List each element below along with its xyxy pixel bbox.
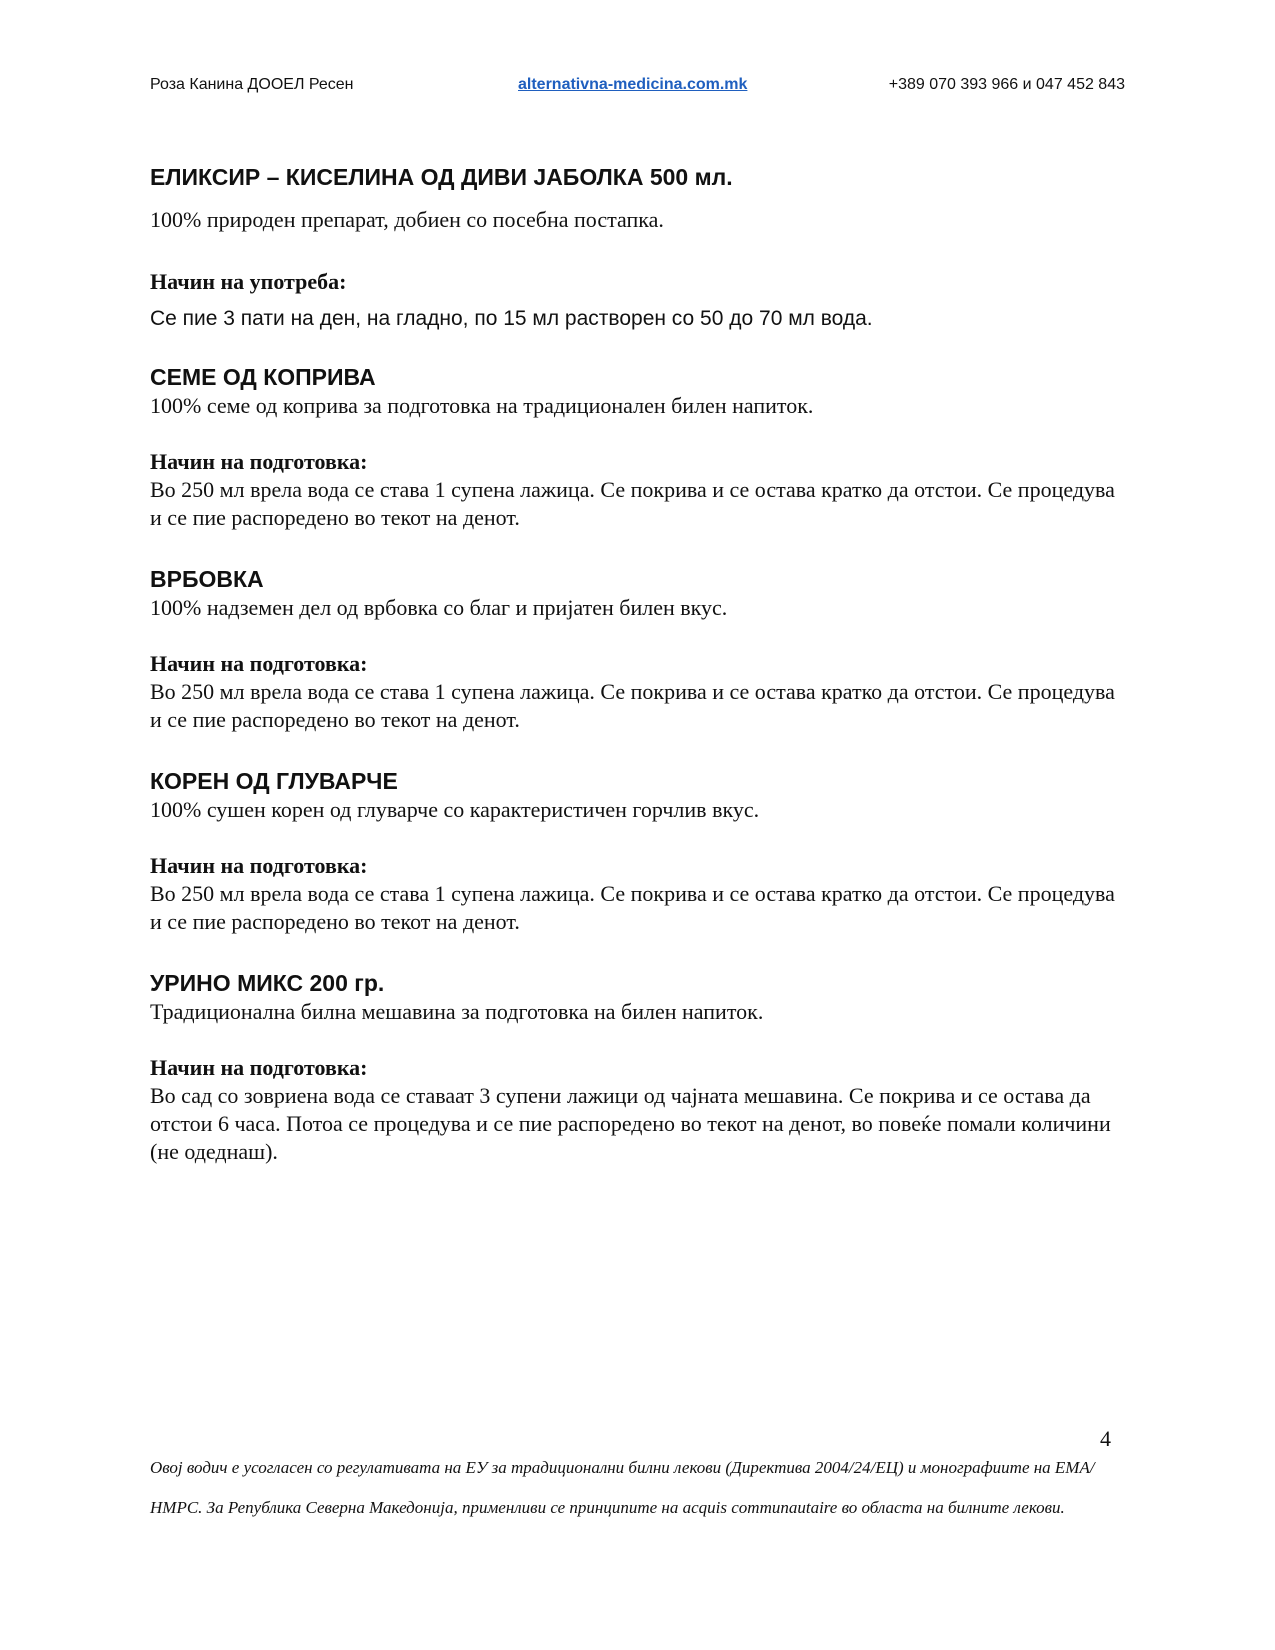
usage-text: Во сад со зовриена вода се ставаат 3 супени лажици од чајната мешавина. Се покрива и се остава да отстои 6 часа. Потоа се процедува и се пие распоредено во текот на денот, во повеќе помали количини (не одеднаш). bbox=[150, 1083, 1111, 1164]
product-title: ЕЛИКСИР – КИСЕЛИНА ОД ДИВИ ЈАБОЛКА 500 мл. bbox=[150, 164, 733, 190]
usage-label: Начин на подготовка: bbox=[150, 1055, 368, 1080]
page-number: 4 bbox=[1100, 1426, 1111, 1451]
product-item bbox=[150, 968, 1130, 1166]
product-item bbox=[150, 766, 1130, 936]
product-description: 100% семе од коприва за подготовка на традиционален билен напиток. bbox=[150, 393, 814, 418]
product-description: 100% надземен дел од врбовка со благ и пријатен билен вкус. bbox=[150, 595, 728, 620]
product-description: Традиционална билна мешавина за подготовка на билен напиток. bbox=[150, 999, 764, 1024]
page-header bbox=[150, 76, 1125, 100]
product-title: УРИНО МИКС 200 гр. bbox=[150, 970, 385, 996]
usage-text: Во 250 мл врела вода се става 1 супена лажица. Се покрива и се остава кратко да отстои. Се процедува и се пие распоредено во текот на денот. bbox=[150, 477, 1115, 530]
phone-numbers: +389 070 393 966 и 047 452 843 bbox=[888, 76, 1125, 93]
usage-label: Начин на употреба: bbox=[150, 269, 347, 294]
usage-text: Во 250 мл врела вода се става 1 супена лажица. Се покрива и се остава кратко да отстои. Се процедува и се пие распоредено во текот на денот. bbox=[150, 679, 1115, 732]
product-list bbox=[150, 162, 1130, 1166]
product-title: ВРБОВКА bbox=[150, 566, 264, 592]
product-item bbox=[150, 564, 1130, 734]
product-title: КОРЕН ОД ГЛУВАРЧЕ bbox=[150, 768, 398, 794]
usage-text: Се пие 3 пати на ден, на гладно, по 15 мл растворен со 50 до 70 мл вода. bbox=[150, 307, 873, 330]
product-description: 100% природен препарат, добиен со посебна постапка. bbox=[150, 207, 664, 232]
product-description: 100% сушен корен од глуварче со карактеристичен горчлив вкус. bbox=[150, 797, 760, 822]
usage-text: Во 250 мл врела вода се става 1 супена лажица. Се покрива и се остава кратко да отстои. Се процедува и се пие распоредено во текот на денот. bbox=[150, 881, 1115, 934]
footer-note: Овој водич е усогласен со регулативата на ЕУ за традиционални билни лекови (Директива 2004/24/ЕЦ) и монографиите на ЕМА/НМРС. За Република Северна Македонија, применливи се принципите на acquis communautaire во областа на билните лекови. bbox=[150, 1458, 1095, 1517]
company-name: Роза Канина ДООЕЛ Ресен bbox=[150, 76, 354, 93]
product-item bbox=[150, 162, 1130, 334]
usage-label: Начин на подготовка: bbox=[150, 853, 368, 878]
website-link[interactable]: alternativna-medicina.com.mk bbox=[518, 76, 748, 93]
usage-label: Начин на подготовка: bbox=[150, 449, 368, 474]
product-title: СЕМЕ ОД КОПРИВА bbox=[150, 364, 376, 390]
product-item bbox=[150, 362, 1130, 532]
usage-label: Начин на подготовка: bbox=[150, 651, 368, 676]
